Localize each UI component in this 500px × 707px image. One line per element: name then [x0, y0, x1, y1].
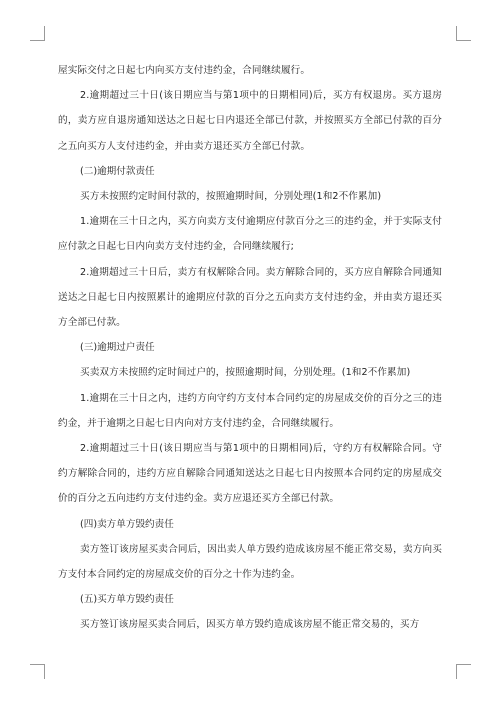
paragraph-late-transfer-1: 1.逾期在三十日之内，违约方向守约方支付本合同约定的房屋成交价的百分之三的违约金，并于逾期之日起七日内向对方支付违约金，合同继续履行。 [58, 392, 442, 429]
crop-mark-bottom-left [30, 664, 45, 679]
paragraph-seller-breach: 卖方签订该房屋买卖合同后，因出卖人单方毁约造成该房屋不能正常交易，卖方向买方支付本合同约定的房屋成交价的百分之十作为违约金。 [58, 543, 442, 581]
paragraph-buyer-breach: 买方签订该房屋买卖合同后，因买方单方毁约造成该房屋不能正常交易的，买方 [80, 619, 420, 631]
document-body [58, 58, 442, 638]
paragraph-late-transfer-intro: 买卖双方未按照约定时间过户的，按照逾期时间，分别处理。(1和2不作累加) [80, 367, 411, 379]
paragraph-continuation: 屋实际交付之日起七内向买方支付违约金，合同继续履行。 [58, 65, 311, 76]
section-heading-buyer-breach: (五)买方单方毁约责任 [80, 594, 174, 606]
crop-mark-top-left [30, 26, 45, 41]
crop-mark-bottom-right [456, 664, 471, 679]
section-heading-seller-breach: (四)卖方单方毁约责任 [80, 518, 174, 530]
paragraph-late-payment-intro: 买方未按照约定时间付款的，按照逾期时间，分别处理(1和2不作累加) [80, 191, 382, 203]
paragraph-late-payment-2: 2.逾期超过三十日后，卖方有权解除合同。卖方解除合同的，买方应自解除合同通知送达之日起七日内按照累计的逾期应付款的百分之五向卖方支付违约金，并由卖方退还买方全部已付款。 [58, 266, 442, 329]
paragraph-late-transfer-2: 2.逾期超过三十日(该日期应当与第1项中的日期相同)后，守约方有权解除合同。守约方解除合同的，违约方应自解除合同通知送达之日起七日内按照本合同约定的房屋成交价的百分之五向违约方支付违约金。卖方应退还买方全部已付款。 [58, 443, 442, 505]
paragraph-refund-clause: 2.逾期超过三十日(该日期应当与第1项中的日期相同)后，买方有权退房。买方退房的，卖方应自退房通知送达之日起七日内退还全部已付款，并按照买方全部已付款的百分之五向买方人支付违约金，并由卖方退还买方全部已付款。 [58, 90, 442, 152]
section-heading-late-payment: (二)逾期付款责任 [80, 165, 155, 177]
section-heading-late-transfer: (三)逾期过户责任 [80, 342, 155, 354]
crop-mark-top-right [456, 26, 471, 41]
paragraph-late-payment-1: 1.逾期在三十日之内，买方向卖方支付逾期应付款百分之三的违约金，并于实际支付应付款之日起七日内向卖方支付违约金，合同继续履行; [58, 216, 442, 253]
